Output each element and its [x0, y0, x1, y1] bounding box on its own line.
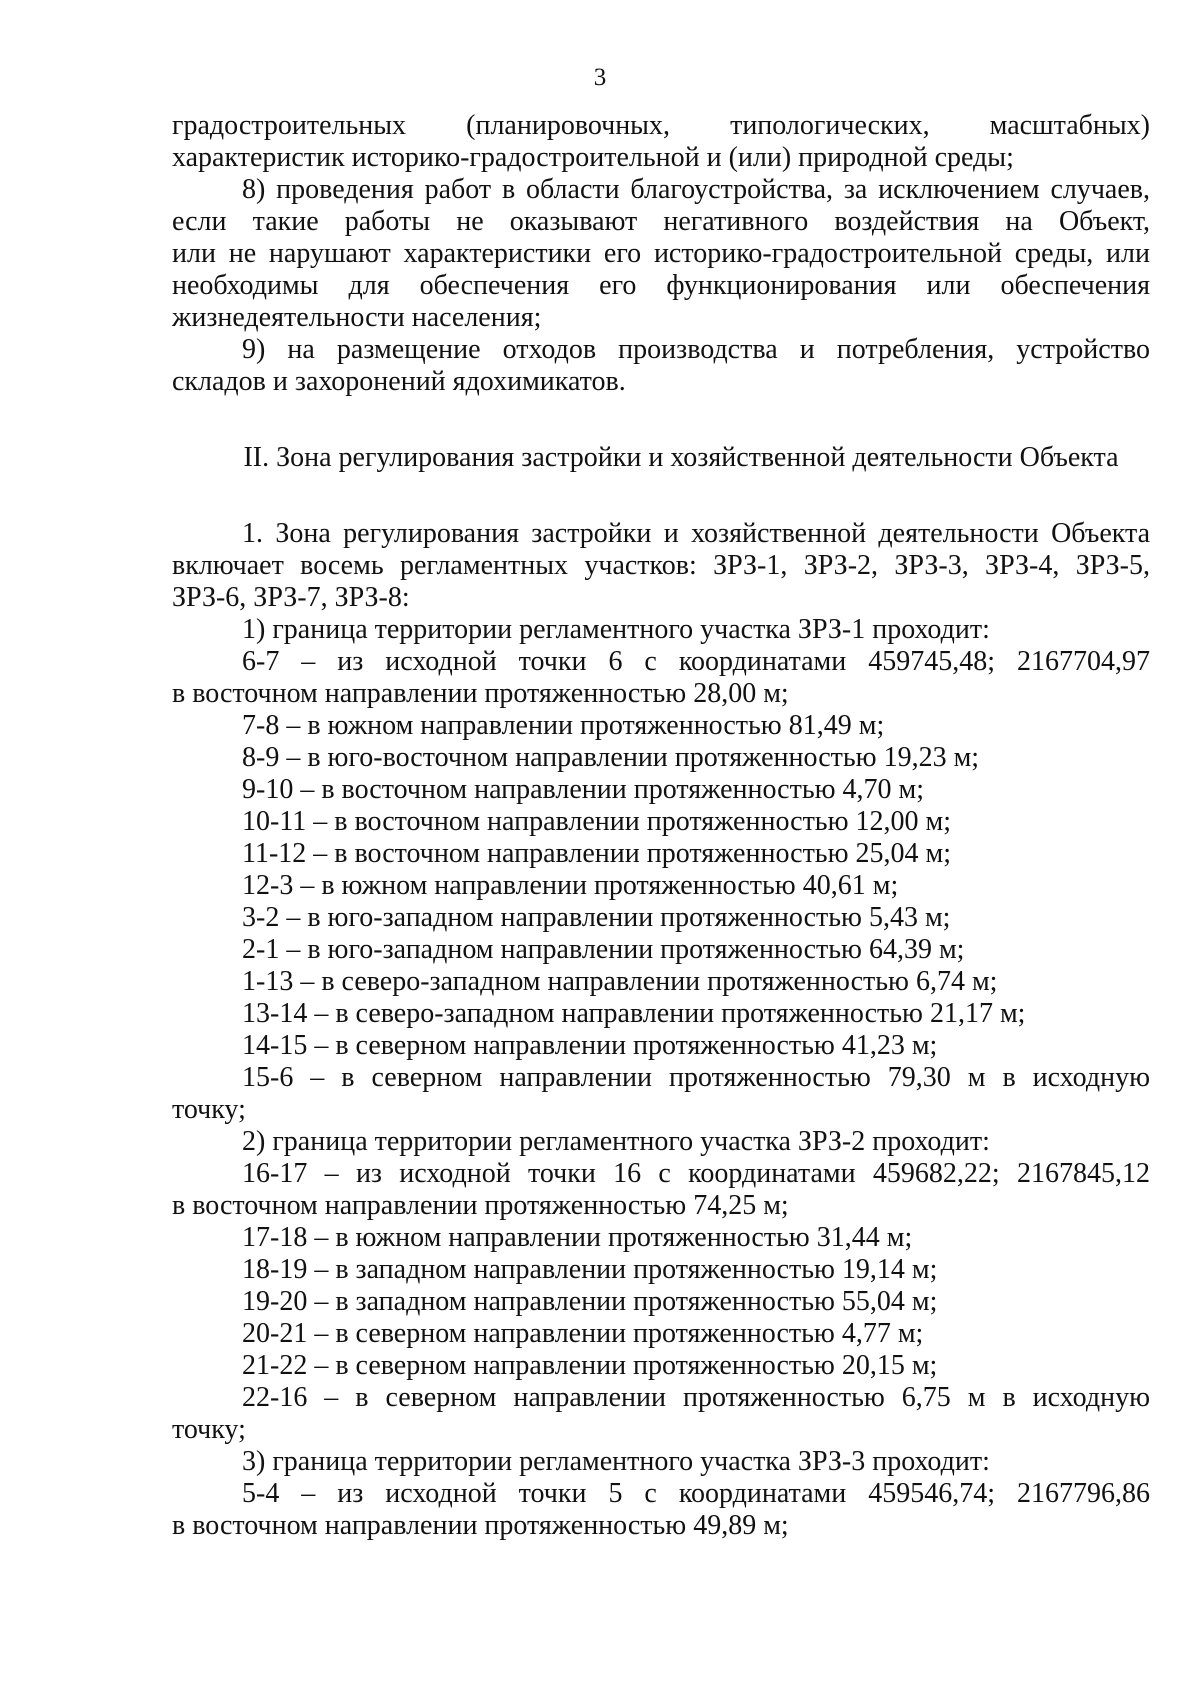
- text-line: 3-2 – в юго-западном направлении протяженностью 5,43 м;: [242, 902, 951, 933]
- text-line: в восточном направлении протяженностью 49,89 м;: [172, 1510, 789, 1541]
- text-line: 15-6 – в северном направлении протяженностью 79,30 м в исходную: [242, 1062, 1150, 1093]
- text-line: в восточном направлении протяженностью 28,00 м;: [172, 678, 789, 709]
- text-line: 12-3 – в южном направлении протяженностью 40,61 м;: [242, 870, 899, 901]
- text-line: 5-4 – из исходной точки 5 с координатами 459546,74; 2167796,86: [242, 1478, 1150, 1509]
- text-line: 21-22 – в северном направлении протяженностью 20,15 м;: [242, 1350, 938, 1381]
- text-line: 20-21 – в северном направлении протяженностью 4,77 м;: [242, 1318, 924, 1349]
- document-body: [172, 110, 1150, 1542]
- text-line: 9-10 – в восточном направлении протяженностью 4,70 м;: [242, 774, 925, 805]
- text-line: 6-7 – из исходной точки 6 с координатами 459745,48; 2167704,97: [242, 646, 1150, 677]
- text-line: точку;: [172, 1094, 246, 1125]
- text-line: 13-14 – в северо-западном направлении протяженностью 21,17 м;: [242, 998, 1026, 1029]
- text-line: характеристик историко-градостроительной и (или) природной среды;: [172, 142, 1014, 173]
- text-line: ЗРЗ-6, ЗРЗ-7, ЗРЗ-8:: [172, 582, 410, 613]
- text-line: складов и захоронений ядохимикатов.: [172, 366, 626, 397]
- text-line: если такие работы не оказывают негативного воздействия на Объект,: [172, 206, 1150, 237]
- text-line: 1-13 – в северо-западном направлении протяженностью 6,74 м;: [242, 966, 998, 997]
- text-line: в восточном направлении протяженностью 74,25 м;: [172, 1190, 789, 1221]
- text-line: 18-19 – в западном направлении протяженностью 19,14 м;: [242, 1254, 938, 1285]
- text-line: 17-18 – в южном направлении протяженностью 31,44 м;: [242, 1222, 913, 1253]
- text-line: 22-16 – в северном направлении протяженностью 6,75 м в исходную: [242, 1382, 1150, 1413]
- text-line: 3) граница территории регламентного участка ЗРЗ-3 проходит:: [242, 1446, 990, 1477]
- text-line: 11-12 – в восточном направлении протяженностью 25,04 м;: [242, 838, 951, 869]
- text-line: 2) граница территории регламентного участка ЗРЗ-2 проходит:: [242, 1126, 990, 1157]
- text-line: или не нарушают характеристики его историко-градостроительной среды, или: [172, 238, 1150, 269]
- text-line: 14-15 – в северном направлении протяженностью 41,23 м;: [242, 1030, 938, 1061]
- text-line: 1. Зона регулирования застройки и хозяйственной деятельности Объекта: [242, 518, 1150, 549]
- text-line: 2-1 – в юго-западном направлении протяженностью 64,39 м;: [242, 934, 965, 965]
- text-line: 1) граница территории регламентного участка ЗРЗ-1 проходит:: [242, 614, 990, 645]
- text-line: 19-20 – в западном направлении протяженностью 55,04 м;: [242, 1286, 938, 1317]
- text-line: 7-8 – в южном направлении протяженностью 81,49 м;: [242, 710, 885, 741]
- text-line: 8-9 – в юго-восточном направлении протяженностью 19,23 м;: [242, 742, 980, 773]
- text-line: 16-17 – из исходной точки 16 с координатами 459682,22; 2167845,12: [242, 1158, 1150, 1189]
- text-line: градостроительных (планировочных, типологических, масштабных): [172, 110, 1150, 141]
- text-line: 9) на размещение отходов производства и потребления, устройство: [242, 334, 1150, 365]
- text-line: 10-11 – в восточном направлении протяженностью 12,00 м;: [242, 806, 951, 837]
- text-line: 8) проведения работ в области благоустройства, за исключением случаев,: [242, 174, 1150, 205]
- text-line: необходимы для обеспечения его функционирования или обеспечения: [172, 270, 1150, 301]
- section-heading: II. Зона регулирования застройки и хозяйственной деятельности Объекта: [243, 442, 1119, 473]
- text-line: точку;: [172, 1414, 246, 1445]
- text-line: жизнедеятельности населения;: [172, 302, 542, 333]
- page-number: 3: [593, 64, 607, 91]
- text-line: включает восемь регламентных участков: ЗРЗ-1, ЗРЗ-2, ЗРЗ-3, ЗРЗ-4, ЗРЗ-5,: [172, 550, 1150, 581]
